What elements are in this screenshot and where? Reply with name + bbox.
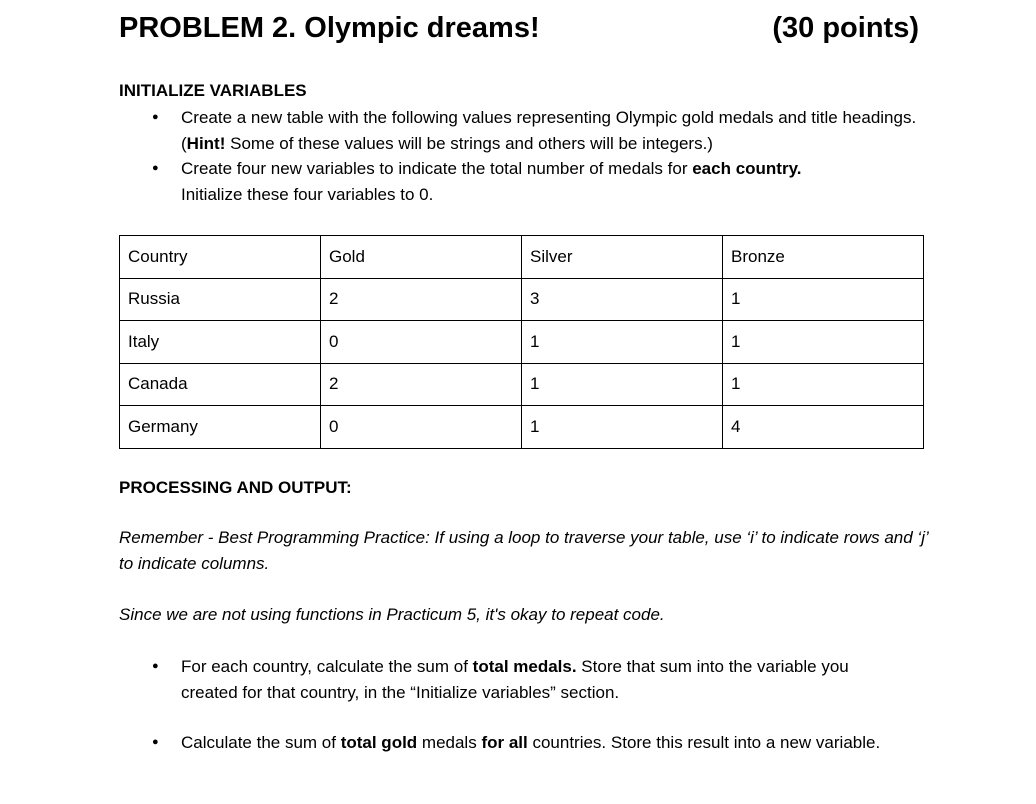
text: Create four new variables to indicate the total number of medals for [181, 159, 693, 178]
header-cell: Silver [522, 236, 723, 279]
text: For each country, calculate the sum of [181, 657, 473, 676]
cell: 1 [723, 278, 924, 321]
cell: Russia [120, 278, 321, 321]
cell: 1 [522, 321, 723, 364]
bold-text: each country. [692, 159, 802, 178]
medals-table [119, 235, 924, 449]
bold-text: for all [481, 733, 528, 752]
cell: 0 [321, 321, 522, 364]
cell: 1 [723, 363, 924, 406]
table-row [120, 406, 924, 449]
bullet-item [152, 156, 922, 207]
header-cell: Bronze [723, 236, 924, 279]
text: countries. Store this result into a new variable. [527, 733, 881, 752]
table-header-row [120, 236, 924, 279]
table-row [120, 363, 924, 406]
table-row [120, 321, 924, 364]
cell: 4 [723, 406, 924, 449]
text: medals [417, 733, 482, 752]
bullet-item [152, 105, 922, 156]
cell: 3 [522, 278, 723, 321]
table-row [120, 278, 924, 321]
cell: Italy [120, 321, 321, 364]
cell: 1 [522, 406, 723, 449]
cell: Germany [120, 406, 321, 449]
problem-title: PROBLEM 2. Olympic dreams! [119, 12, 540, 44]
since-note: Since we are not using functions in Practicum 5, it's okay to repeat code. [119, 605, 665, 624]
processing-bullets [152, 654, 892, 756]
bold-text: Hint! [186, 133, 226, 153]
bold-text: total medals. [472, 657, 577, 676]
processing-heading: PROCESSING AND OUTPUT: [119, 478, 352, 497]
cell: 0 [321, 406, 522, 449]
remember-note: Remember - Best Programming Practice: If using a loop to traverse your table, use ‘i’ to indicate rows and ‘j’ to indicate columns. [119, 528, 928, 573]
cell: 2 [321, 363, 522, 406]
text: Create a new table with the following values representing Olympic gold medals and title headings. ( [181, 108, 917, 153]
cell: 2 [321, 278, 522, 321]
bullet-item [152, 654, 892, 705]
text: Some of these values will be strings and others will be integers.) [225, 133, 713, 153]
cell: Canada [120, 363, 321, 406]
bullet-item [152, 730, 892, 756]
points-label: (30 points) [772, 12, 919, 44]
header-cell: Country [120, 236, 321, 279]
cell: 1 [522, 363, 723, 406]
cell: 1 [723, 321, 924, 364]
init-heading: INITIALIZE VARIABLES [119, 81, 307, 100]
text: Calculate the sum of [181, 733, 341, 752]
text: Store that sum into the variable you created for that country, in the “Initialize variables” section. [181, 657, 849, 702]
bold-text: total gold [340, 733, 418, 752]
header-cell: Gold [321, 236, 522, 279]
text: Initialize these four variables to 0. [181, 184, 434, 204]
init-bullets [152, 105, 922, 207]
